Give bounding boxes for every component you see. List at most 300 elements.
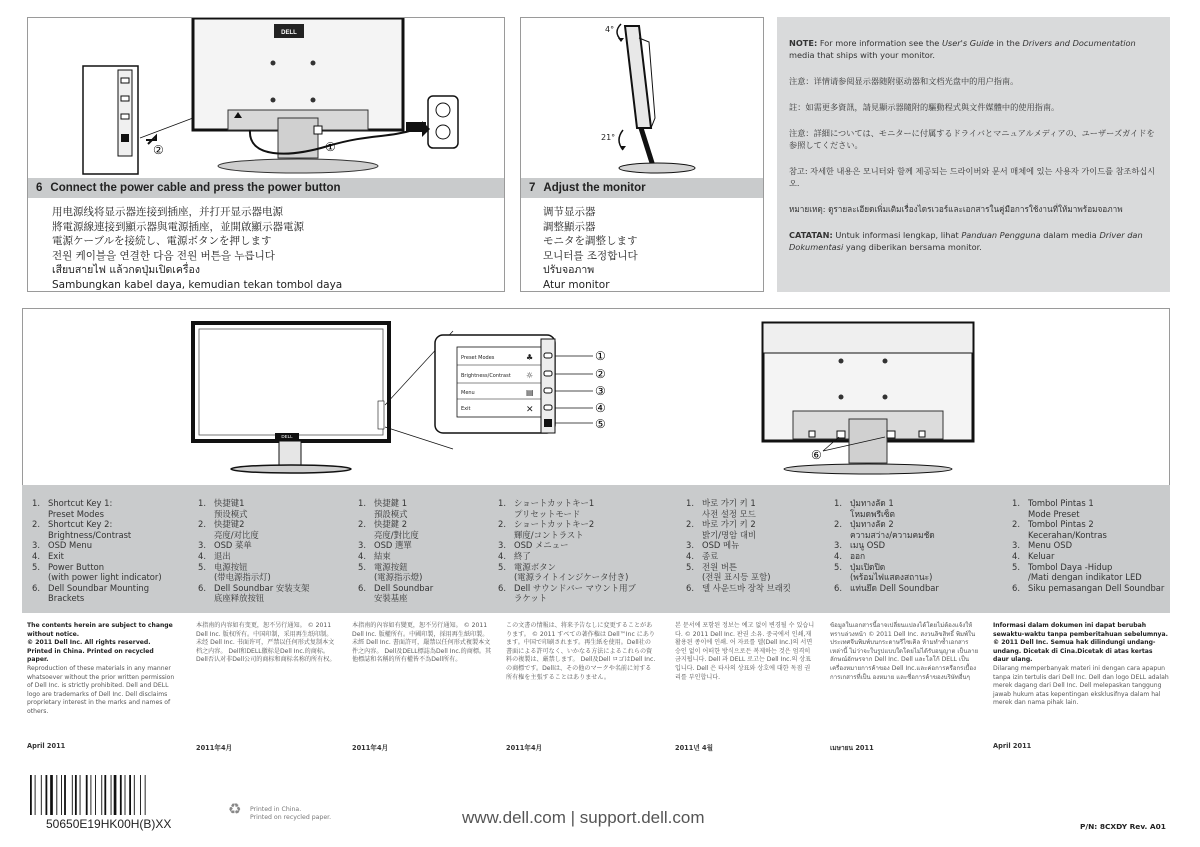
legend-item bbox=[1012, 562, 1168, 573]
legend-item-number bbox=[686, 572, 702, 583]
barcode-bar bbox=[35, 775, 36, 815]
legend-item-text: Keluar bbox=[1028, 550, 1055, 561]
barcode-bar bbox=[75, 775, 77, 815]
legend-item bbox=[498, 572, 668, 583]
recycle-note bbox=[228, 800, 332, 822]
step7-line-ko: 모니터를 조정합니다 bbox=[543, 249, 638, 262]
note-id-a: Untuk informasi lengkap, lihat bbox=[835, 230, 959, 240]
legend-item bbox=[198, 509, 348, 520]
legend-item-number: 1. bbox=[1012, 498, 1020, 508]
legend-item-text: 退出 bbox=[214, 550, 231, 561]
legend-item bbox=[32, 530, 182, 541]
note-en-label: NOTE: bbox=[789, 38, 818, 48]
legend-item bbox=[686, 562, 826, 573]
legend-item-number bbox=[358, 572, 374, 583]
legend-item bbox=[686, 572, 826, 583]
barcode-bar bbox=[104, 775, 106, 815]
legend-item-text: OSD 菜单 bbox=[214, 540, 252, 551]
legend-item-number bbox=[834, 509, 850, 520]
legend-item bbox=[834, 540, 1004, 551]
angle-bottom-label: 21° bbox=[601, 133, 616, 142]
step6-instructions bbox=[52, 205, 342, 293]
legend-item bbox=[498, 593, 668, 604]
barcode-bar bbox=[86, 775, 88, 815]
legend-item-number bbox=[198, 530, 214, 541]
legend-item-text: プリセットモード bbox=[514, 508, 581, 519]
legend-item-number: 4. bbox=[358, 550, 366, 561]
note-en-a: For more information see the bbox=[819, 38, 940, 48]
legend-item bbox=[834, 551, 1004, 562]
step6-title: Connect the power cable and press the power button bbox=[50, 182, 341, 194]
legend-item-text: (พร้อมไฟแสดงสถานะ) bbox=[850, 572, 933, 583]
legend-item-number: 1. bbox=[686, 498, 694, 508]
website-url[interactable]: www.dell.com | support.dell.com bbox=[462, 808, 705, 827]
legend-item-number: 4. bbox=[1012, 550, 1020, 561]
legend-item bbox=[198, 593, 348, 604]
legend-item-text: ปุ่มเปิดปิด bbox=[850, 561, 886, 572]
legend-item-text: Power Button bbox=[48, 561, 105, 572]
legend-item bbox=[498, 540, 668, 551]
note-id-c: yang diberikan bersama monitor. bbox=[845, 242, 982, 252]
legend-item-number bbox=[498, 509, 514, 520]
legend-item bbox=[358, 519, 498, 530]
legend-item-text: 安裝基座 bbox=[374, 593, 408, 604]
step7-panel bbox=[520, 17, 764, 292]
svg-text:DELL: DELL bbox=[281, 434, 293, 439]
step6-illustration bbox=[28, 18, 506, 178]
legend-item-number: 2. bbox=[32, 519, 40, 530]
barcode-bar bbox=[120, 775, 122, 815]
barcode-bar bbox=[125, 775, 126, 815]
note-th: หมายเหตุ: ดูรายละเอียดเพิ่มเติมเรื่องไดรเวอร์และเอกสารในคู่มือการใช้งานที่ให้มาพร้อมจอภาพ bbox=[789, 204, 1123, 214]
legal-zh-s: 本指南的内容如有变更，恕不另行通知。 © 2011 Dell Inc. 版权所有。中国印制，采用再生纸印制。未经 Dell Inc. 书面许可，严禁以任何形式复制本文档之内容。 Dell和DELL徽标是Dell Inc.的商标。Dell否认对非Dell公司的商标和商标名称的所有权。 bbox=[196, 622, 336, 664]
legend-item bbox=[358, 540, 498, 551]
legend-item-text: 바로 가기 키 1 bbox=[702, 498, 756, 508]
legend-item-text: (電源指示燈) bbox=[374, 572, 423, 583]
legend-item-number: 2. bbox=[834, 519, 842, 530]
barcode-bar bbox=[111, 775, 112, 815]
legend-item-text: แท่นยึด Dell Soundbar bbox=[850, 582, 939, 593]
barcode-number: 50650E19HK00H(B)XX bbox=[46, 817, 172, 831]
legal-id bbox=[993, 622, 1169, 708]
legend-item-number bbox=[32, 509, 48, 520]
legend-item-number bbox=[834, 530, 850, 541]
callout-2: ② bbox=[153, 143, 164, 157]
legend-item-text: Siku pemasangan Dell Soundbar bbox=[1028, 582, 1165, 593]
note-en-c: media that ships with your monitor. bbox=[789, 50, 935, 60]
note-zh-t: 註：如需更多資訊，請見顯示器隨附的驅動程式與文件媒體中的使用指南。 bbox=[789, 102, 1060, 112]
legal-id-body: Dilarang memperbanyak materi ini dengan cara apapun tanpa izin tertulis dari Dell Inc. Dell dan logo DELL adalah merek dagang dari Dell Inc. Dell melepaskan tanggung jawab hukum atas kepentingan eksklusifnya dalam hal merek dan nama pihak lain. bbox=[993, 664, 1169, 707]
legend-item bbox=[358, 562, 498, 573]
legend-item-text: Dell Soundbar bbox=[374, 582, 434, 593]
legend-item-text: Mode Preset bbox=[1028, 508, 1080, 519]
legend-item-text: Exit bbox=[48, 550, 64, 561]
legend-item-number bbox=[32, 572, 48, 583]
legend-item-text: 預設模式 bbox=[374, 508, 408, 519]
osd-label-menu: Menu bbox=[461, 390, 475, 396]
barcode-bar bbox=[64, 775, 66, 815]
legend-col-zh-t bbox=[358, 498, 498, 604]
legend-item-text: Tombol Daya -Hidup bbox=[1028, 561, 1113, 572]
controls-illustration bbox=[23, 309, 1171, 487]
legal-en-body: Reproduction of these materials in any manner whatsoever without the prior written permission of Dell Inc. is strictly prohibited. Dell and DELL logo are trademarks of Dell Inc. Dell disclaims proprietary interest in the marks and names of others. bbox=[27, 664, 175, 715]
callout-1: ① bbox=[325, 140, 336, 154]
legend-col-ja bbox=[498, 498, 668, 604]
legend-item-text: เมนู OSD bbox=[850, 540, 886, 551]
exit-icon: ✕ bbox=[526, 405, 534, 415]
barcode-bar bbox=[56, 775, 57, 815]
legend-item bbox=[32, 551, 182, 562]
step6-header bbox=[28, 178, 504, 198]
legend-item bbox=[1012, 519, 1168, 530]
back-callout-6: ⑥ bbox=[811, 448, 822, 462]
legend-item-text: 底座释放按钮 bbox=[214, 593, 265, 604]
legend-item-number: 4. bbox=[198, 550, 206, 561]
legend-item-text: 亮度/对比度 bbox=[214, 529, 259, 540]
recycle-icon: ♻ bbox=[228, 800, 242, 818]
legal-en-bold1: The contents herein are subject to change without notice. bbox=[27, 622, 173, 638]
date-en: April 2011 bbox=[27, 742, 66, 750]
legend-band bbox=[22, 485, 1170, 613]
legend-item bbox=[32, 540, 182, 551]
legend-item bbox=[198, 583, 348, 594]
legend-item-number: 5. bbox=[834, 561, 842, 572]
legend-item-number: 5. bbox=[498, 561, 506, 572]
legend-item-text: 快捷键2 bbox=[214, 519, 245, 530]
legend-item-text: (전원 표시등 포함) bbox=[702, 572, 771, 583]
controls-panel bbox=[22, 308, 1170, 486]
legend-item-text: Menu OSD bbox=[1028, 540, 1073, 551]
barcode-bar bbox=[134, 775, 135, 815]
legend-item-text: 电源按钮 bbox=[214, 561, 248, 572]
legend-item-number: 3. bbox=[198, 540, 206, 551]
note-en-guide: User's Guide bbox=[941, 38, 994, 48]
barcode-bar bbox=[50, 775, 53, 815]
legend-item-number: 4. bbox=[834, 550, 842, 561]
step6-line-th: เสียบสายไฟ แล้วกดปุ่มเปิดเครื่อง bbox=[52, 264, 200, 277]
legend-item-text: OSD 메뉴 bbox=[702, 540, 740, 551]
legend-item bbox=[834, 530, 1004, 541]
legend-item bbox=[1012, 498, 1168, 509]
legend-item bbox=[358, 509, 498, 520]
legend-item-number: 2. bbox=[686, 519, 694, 530]
legend-item-number: 3. bbox=[1012, 540, 1020, 551]
legend-item-number bbox=[834, 572, 850, 583]
barcode-bar bbox=[30, 775, 32, 815]
legend-col-en bbox=[32, 498, 182, 604]
note-id-media: Driver dan Dokumentasi bbox=[789, 230, 1143, 252]
legal-ko: 본 문서에 포함된 정보는 예고 없이 변경될 수 있습니다. © 2011 Dell Inc. 판권 소유. 중국에서 인쇄,재활용된 종이에 인쇄. 어 자료를 델(Dell Inc.)의 서면 승인 없이 어떠한 방식으로든 복제하는 것은 엄격히 금지됩니다. Dell 과 DELL 로고는 Dell Inc.의 상표입니다. Dell 은 타사의 상표와 상호에 대한 독점 권리를 부인합니다. bbox=[675, 622, 815, 681]
legend-item bbox=[498, 583, 668, 594]
legend-item-text: ショートカットキー1 bbox=[514, 498, 595, 508]
legend-item-number: 5. bbox=[1012, 561, 1020, 572]
date-zh-t: 2011年4月 bbox=[352, 744, 389, 752]
legend-item bbox=[32, 593, 182, 604]
step7-line-zh-t: 調整顯示器 bbox=[543, 220, 596, 233]
legend-item bbox=[834, 583, 1004, 594]
legend-item-number: 2. bbox=[1012, 519, 1020, 530]
legend-item bbox=[834, 498, 1004, 509]
step7-line-id: Atur monitor bbox=[543, 278, 610, 291]
part-number: P/N: 8CXDY Rev. A01 bbox=[1080, 822, 1166, 831]
brightness-icon: ☼ bbox=[526, 371, 534, 380]
step6-line-ko: 전원 케이블을 연결한 다음 전원 버튼을 누릅니다 bbox=[52, 249, 275, 262]
control-callout-3: ③ bbox=[595, 384, 606, 398]
legend-item-text: 전원 버튼 bbox=[702, 561, 738, 572]
legend-item bbox=[834, 562, 1004, 573]
legend-item-text: Shortcut Key 2: bbox=[48, 519, 113, 530]
legend-item-number: 4. bbox=[498, 550, 506, 561]
legend-item-number: 6. bbox=[358, 582, 366, 593]
legend-item-text: Kecerahan/Kontras bbox=[1028, 529, 1107, 540]
note-id bbox=[789, 229, 1158, 253]
legend-item bbox=[498, 498, 668, 509]
legend-item-number: 6. bbox=[834, 582, 842, 593]
legend-item-number: 5. bbox=[32, 561, 40, 572]
printed-recycled: Printed on recycled paper. bbox=[250, 814, 332, 821]
legend-item-number bbox=[32, 530, 48, 541]
legend-item-number: 1. bbox=[358, 498, 366, 508]
legend-item bbox=[834, 519, 1004, 530]
barcode-bar bbox=[61, 775, 62, 815]
legend-item bbox=[834, 572, 1004, 583]
barcode-bar bbox=[41, 775, 42, 815]
legal-en bbox=[27, 622, 177, 717]
legend-item-number: 2. bbox=[498, 519, 506, 530]
step7-instructions bbox=[543, 205, 638, 293]
legend-item bbox=[686, 498, 826, 509]
legend-item bbox=[1012, 583, 1168, 594]
legend-item-text: ความสว่าง/ความคมชัด bbox=[850, 529, 935, 540]
legal-ja: この文書の情報は、将来予告なしに変更することがあります。 © 2011 すべての著作権は Dell™Inc にあります。中国で印刷されます。再生紙を使用。Dell社の書面による許可なく、いかなる方法によるこれらの資料の複製は、厳禁します。 Dell及Dell ロゴはDell Inc.の商標です。Dellは、その他のマークや名前に対する所有権を主張することはありません。 bbox=[506, 622, 656, 681]
legend-item-number: 5. bbox=[358, 561, 366, 572]
legend-item-number: 6. bbox=[198, 582, 206, 593]
legend-item bbox=[32, 572, 182, 583]
barcode-bar bbox=[80, 775, 81, 815]
legend-item-number: 6. bbox=[498, 582, 506, 593]
legend-item bbox=[358, 593, 498, 604]
barcode-bar bbox=[90, 775, 91, 815]
legend-item-text: Brightness/Contrast bbox=[48, 529, 132, 540]
legend-item-text: ショートカットキー2 bbox=[514, 519, 595, 530]
legend-item bbox=[358, 572, 498, 583]
legal-en-bold2: © 2011 Dell Inc. All rights reserved. Printed in China. Printed on recycled paper. bbox=[27, 639, 154, 664]
legend-item-text: 밝기/명암 대비 bbox=[702, 529, 757, 540]
legend-item-text: ออก bbox=[850, 550, 866, 561]
legend-item-text: 亮度/對比度 bbox=[374, 529, 419, 540]
printed-in-china: Printed in China. bbox=[250, 806, 302, 813]
legend-item-number: 3. bbox=[834, 540, 842, 551]
legend-item-number bbox=[32, 593, 48, 604]
legend-item bbox=[358, 498, 498, 509]
barcode-bar bbox=[145, 775, 146, 815]
legend-item-number bbox=[498, 572, 514, 583]
barcode-bar bbox=[129, 775, 131, 815]
step7-title: Adjust the monitor bbox=[543, 182, 646, 194]
legend-item bbox=[1012, 509, 1168, 520]
legend-item bbox=[198, 562, 348, 573]
legend-item-text: โหมดพรีเซ็ต bbox=[850, 508, 895, 519]
step6-line-ja: 電源ケーブルを接続し、電源ボタンを押します bbox=[52, 235, 272, 248]
legend-item-text: ปุ่มทางลัด 1 bbox=[850, 498, 894, 508]
note-ko: 참고: 자세한 내용은 모니터와 함께 제공되는 드라이버와 문서 매체에 있는 사용자 가이드를 참조하십시오. bbox=[789, 166, 1156, 188]
note-id-label: CATATAN: bbox=[789, 230, 833, 240]
legend-item bbox=[32, 583, 182, 594]
legend-item-number: 3. bbox=[498, 540, 506, 551]
legend-item-text: ปุ่มทางลัด 2 bbox=[850, 519, 894, 530]
step7-line-ja: モニタを調整します bbox=[543, 235, 638, 248]
osd-label-brightness: Brightness/Contrast bbox=[461, 373, 511, 379]
legend-item-number: 2. bbox=[358, 519, 366, 530]
legend-item-text: 電源ボタン bbox=[514, 561, 556, 572]
note-en-media: Drivers and Documentation bbox=[1022, 38, 1136, 48]
legend-item bbox=[358, 583, 498, 594]
barcode-bar bbox=[114, 775, 117, 815]
legend-item bbox=[198, 530, 348, 541]
note-id-b: dalam media bbox=[1043, 230, 1097, 240]
legend-item-number bbox=[358, 530, 374, 541]
legend-item-number bbox=[498, 530, 514, 541]
legend-item-number bbox=[198, 509, 214, 520]
control-callout-1: ① bbox=[595, 349, 606, 363]
preset-icon: ♣ bbox=[526, 353, 534, 362]
note-en-b: in the bbox=[996, 38, 1020, 48]
step7-line-zh-s: 调节显示器 bbox=[543, 206, 596, 218]
note-en bbox=[789, 37, 1158, 61]
date-zh-s: 2011年4月 bbox=[196, 744, 233, 752]
legend-item bbox=[32, 509, 182, 520]
legend-item bbox=[358, 551, 498, 562]
legend-item-text: ラケット bbox=[514, 593, 548, 604]
legend-item-number: 1. bbox=[834, 498, 842, 508]
step6-panel bbox=[27, 17, 505, 292]
legend-item bbox=[198, 540, 348, 551]
legend-item-text: 预设模式 bbox=[214, 508, 248, 519]
note-id-guide: Panduan Pengguna bbox=[961, 230, 1041, 240]
step7-header bbox=[521, 178, 763, 198]
legend-item bbox=[32, 562, 182, 573]
legend-item-number bbox=[358, 593, 374, 604]
barcode bbox=[28, 775, 188, 815]
barcode-bar bbox=[72, 775, 73, 815]
date-th: เมษายน 2011 bbox=[830, 744, 874, 752]
legend-item bbox=[498, 509, 668, 520]
menu-icon: ▤ bbox=[526, 388, 534, 397]
legend-item bbox=[32, 519, 182, 530]
legend-item-text: OSD 選單 bbox=[374, 540, 412, 551]
legend-item-number: 3. bbox=[32, 540, 40, 551]
legend-item-text: Dell Soundbar 安装支架 bbox=[214, 582, 310, 593]
legend-item-text: (電源ライトインジケータ付き) bbox=[514, 572, 629, 583]
legend-item bbox=[686, 551, 826, 562]
legend-item-number: 6. bbox=[686, 582, 694, 593]
legend-item bbox=[198, 551, 348, 562]
legend-item bbox=[498, 551, 668, 562]
legend-item-text: 快捷鍵 1 bbox=[374, 498, 408, 508]
legend-item bbox=[1012, 530, 1168, 541]
legend-item bbox=[498, 530, 668, 541]
legend-item bbox=[686, 530, 826, 541]
legend-item-text: 電源按鈕 bbox=[374, 561, 408, 572]
legend-item bbox=[198, 519, 348, 530]
legend-item-text: 快捷键1 bbox=[214, 498, 245, 508]
legend-item-text: 結束 bbox=[374, 550, 391, 561]
legend-item-number bbox=[1012, 509, 1028, 520]
barcode-bar bbox=[140, 775, 141, 815]
legend-item-text: 快捷鍵 2 bbox=[374, 519, 408, 530]
step6-line-zh-t: 將電源線連接到顯示器與電源插座，並開啟顯示器電源 bbox=[52, 220, 304, 233]
legend-item-number: 1. bbox=[32, 498, 40, 508]
legend-item bbox=[1012, 572, 1168, 583]
legend-item-number: 3. bbox=[358, 540, 366, 551]
barcode-bar bbox=[101, 775, 102, 815]
legend-col-zh-s bbox=[198, 498, 348, 604]
step7-illustration bbox=[521, 18, 765, 178]
legend-item-number bbox=[686, 509, 702, 520]
legend-item-text: (with power light indicator) bbox=[48, 572, 162, 583]
legend-item-text: 종료 bbox=[702, 550, 719, 561]
control-callout-2: ② bbox=[595, 367, 606, 381]
legend-item-text: /Mati dengan indikator LED bbox=[1028, 572, 1142, 583]
legend-col-th bbox=[834, 498, 1004, 593]
legend-item bbox=[198, 498, 348, 509]
legend-item bbox=[1012, 551, 1168, 562]
barcode-bar bbox=[46, 775, 48, 815]
legend-item bbox=[498, 519, 668, 530]
legal-zh-t: 本指南的內容如有變更，恕不另行通知。 © 2011 Dell Inc. 版權所有。中國印製，採用再生紙印製。未經 Dell Inc. 書面許可，嚴禁以任何形式複製本文件之內容。 Dell及DELL標誌為Dell Inc.的商標。其他標誌和名稱的所有權皆不為Dell所有。 bbox=[352, 622, 492, 664]
legend-item bbox=[834, 509, 1004, 520]
legend-item-number: 4. bbox=[686, 550, 694, 561]
control-callout-4: ④ bbox=[595, 401, 606, 415]
legend-item-number: 6. bbox=[1012, 582, 1020, 593]
step6-line-id: Sambungkan kabel daya, kemudian tekan tombol daya bbox=[52, 278, 343, 291]
legend-item-number: 6. bbox=[32, 582, 40, 593]
date-ja: 2011年4月 bbox=[506, 744, 543, 752]
osd-label-exit: Exit bbox=[461, 406, 471, 412]
legend-item-text: 바로 가기 키 2 bbox=[702, 519, 756, 530]
legend-item-number bbox=[358, 509, 374, 520]
legal-th: ข้อมูลในเอกสารนี้อาจเปลี่ยนแปลงได้โดยไม่ต้องแจ้งให้ทราบล่วงหน้า © 2011 Dell Inc. สงวนลิขสิทธิ์ พิมพ์ในประเทศจีนพิมพ์บนกระดาษรีไซเคิล ห้ามทำซ้ำเอกสารเหล่านี้ ไม่ว่าจะในรูปแบบใดโดยไม่ได้รับอนุญาต เป็นลายลักษณ์อักษรจาก Dell Inc. Dell และโลโก้ DELL เป็นเครื่องหมายการค้าของ Dell Inc.และค่อการครือกรเบื้องการเกสารที่เป็น องหมาย และชื่อการค้าของบริษัทอื่นๆ bbox=[830, 622, 979, 681]
legend-item-text: Dell Soundbar Mounting bbox=[48, 582, 150, 593]
note-ja: 注意：詳細については、モニターに付属するドライバとマニュアルメディアの、ユーザーズガイドを参照してください。 bbox=[789, 128, 1155, 150]
date-id: April 2011 bbox=[993, 742, 1032, 750]
control-callout-5: ⑤ bbox=[595, 417, 606, 431]
legend-item bbox=[498, 562, 668, 573]
step6-line-zh-s: 用电源线将显示器连接到插座，并打开显示器电源 bbox=[52, 206, 283, 218]
legend-col-ko bbox=[686, 498, 826, 593]
legend-item bbox=[686, 509, 826, 520]
legend-item-number: 2. bbox=[198, 519, 206, 530]
legend-item-number: 3. bbox=[686, 540, 694, 551]
legend-item-number bbox=[498, 593, 514, 604]
legal-id-bold: Informasi dalam dokumen ini dapat berubah sewaktu-waktu tanpa pemberitahuan sebelumnya. © 2011 Dell Inc. Semua hak dilindungi undang-undang. Dicetak di Cina.Dicetak di atas kertas daur ulang. bbox=[993, 622, 1168, 664]
legend-item-number: 1. bbox=[498, 498, 506, 508]
legend-item bbox=[1012, 540, 1168, 551]
legend-item-text: OSD Menu bbox=[48, 540, 93, 551]
osd-label-preset: Preset Modes bbox=[461, 355, 495, 361]
legend-item-number bbox=[198, 593, 214, 604]
legend-item-text: OSD メニュー bbox=[514, 540, 569, 551]
legend-item-text: Tombol Pintas 1 bbox=[1028, 498, 1094, 508]
note-panel bbox=[777, 17, 1170, 292]
legend-item-number: 5. bbox=[686, 561, 694, 572]
legend-item-number bbox=[686, 530, 702, 541]
legend-item-text: (带电源指示灯) bbox=[214, 572, 271, 583]
legend-item-text: 델 사운드바 장착 브래킷 bbox=[702, 582, 791, 593]
legend-item bbox=[198, 572, 348, 583]
legend-item bbox=[686, 583, 826, 594]
legend-item-text: 사전 설정 모드 bbox=[702, 508, 756, 519]
